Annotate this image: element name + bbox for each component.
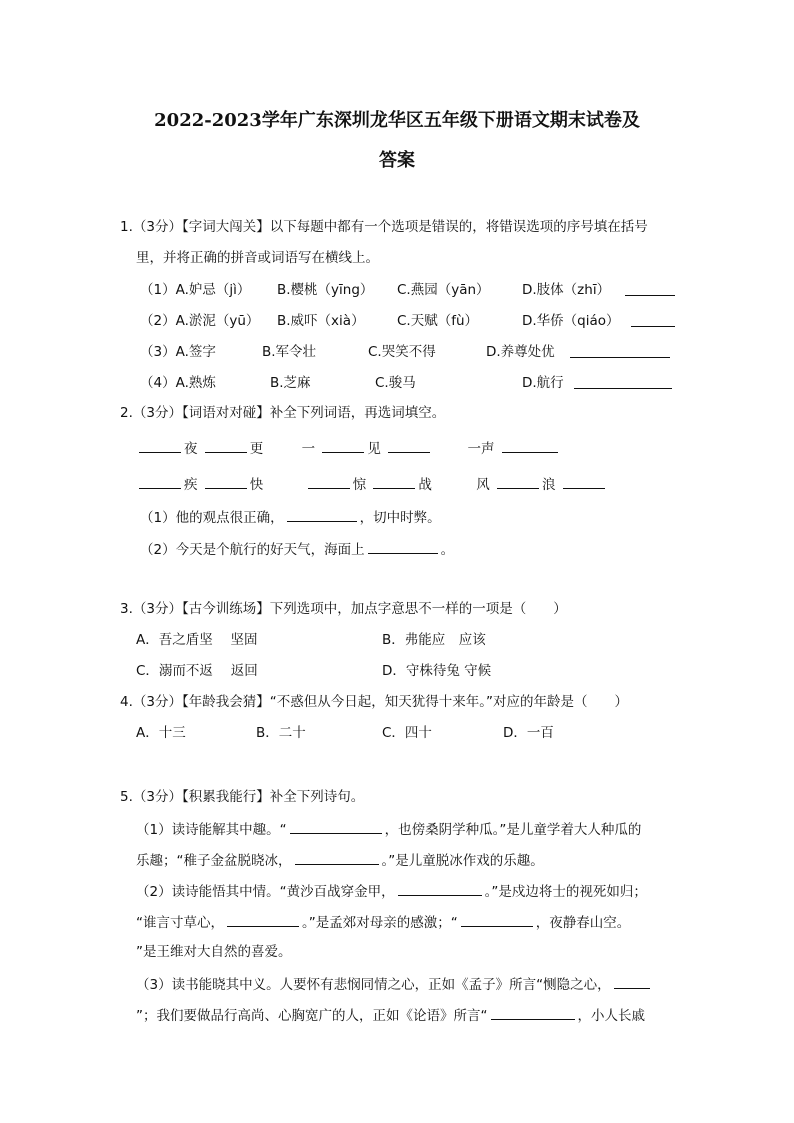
text: （2）读诗能悟其中情。“黄沙百战穿金甲， bbox=[136, 884, 395, 900]
blank[interactable] bbox=[563, 474, 605, 489]
blank[interactable] bbox=[398, 881, 482, 896]
blank[interactable] bbox=[205, 474, 247, 489]
text: 。 bbox=[440, 542, 455, 558]
q4-heading: 4.（3分）【年龄我会猜】“不惑但从今日起，知天犹得十来年。”对应的年龄是（ ） bbox=[120, 694, 628, 710]
blank[interactable] bbox=[308, 474, 350, 489]
blank[interactable] bbox=[388, 438, 430, 453]
q5-line bbox=[136, 912, 630, 932]
q2-words-row2 bbox=[136, 474, 608, 494]
word: 更 bbox=[249, 441, 264, 457]
text: “谁言寸草心， bbox=[136, 915, 224, 931]
option: （2）A.淤泥（yū） bbox=[140, 313, 260, 329]
blank[interactable] bbox=[139, 474, 181, 489]
blank[interactable] bbox=[290, 819, 382, 834]
option: （3）A.签字 bbox=[140, 344, 216, 360]
option: B.威吓（xià） bbox=[277, 313, 365, 329]
q2-sentence-2 bbox=[140, 539, 454, 559]
text: 乐趣；“稚子金盆脱晓冰， bbox=[136, 853, 292, 869]
blank[interactable] bbox=[373, 474, 415, 489]
blank[interactable] bbox=[287, 507, 357, 522]
word: 一 bbox=[301, 441, 316, 457]
text: ，小人长戚 bbox=[577, 1008, 645, 1024]
blank[interactable] bbox=[502, 438, 558, 453]
option: （1）A.妒忌（jì） bbox=[140, 282, 251, 298]
option: B.芝麻 bbox=[270, 375, 311, 391]
q5-line: ”是王维对大自然的喜爱。 bbox=[136, 944, 292, 960]
option: B．弗能应 应该 bbox=[382, 632, 486, 648]
blank[interactable] bbox=[295, 850, 379, 865]
text: （2）今天是个航行的好天气，海面上 bbox=[140, 542, 365, 558]
q3-heading: 3.（3分）【古今训练场】下列选项中，加点字意思不一样的一项是（ ） bbox=[120, 601, 567, 617]
q5-line bbox=[136, 850, 544, 870]
word: 惊 bbox=[352, 477, 367, 493]
word: 见 bbox=[367, 441, 381, 457]
option: （4）A.熟炼 bbox=[140, 375, 216, 391]
option: C.燕园（yān） bbox=[397, 282, 490, 298]
option: D．一百 bbox=[503, 725, 554, 741]
word: 快 bbox=[249, 477, 264, 493]
option: C.骏马 bbox=[375, 375, 416, 391]
option: A．十三 bbox=[136, 725, 186, 741]
q5-line bbox=[136, 974, 653, 994]
option: D.华侨（qiáo） bbox=[522, 313, 620, 329]
answer-blank[interactable] bbox=[567, 343, 673, 363]
blank[interactable] bbox=[491, 1005, 575, 1020]
option: B.樱桃（yīng） bbox=[277, 282, 374, 298]
q1-heading-2: 里，并将正确的拼音或词语写在横线上。 bbox=[136, 250, 379, 266]
option: D.航行 bbox=[522, 375, 564, 391]
option: B．二十 bbox=[256, 725, 306, 741]
text: 。”是戍边将士的视死如归； bbox=[484, 884, 647, 900]
answer-blank[interactable] bbox=[571, 374, 675, 394]
text: 。”是儿童脱冰作戏的乐趣。 bbox=[381, 853, 544, 869]
option: C．四十 bbox=[382, 725, 432, 741]
q5-line bbox=[136, 819, 641, 839]
text: 。”是孟郊对母亲的感激；“ bbox=[302, 915, 458, 931]
word: 浪 bbox=[541, 477, 556, 493]
option: B.军令壮 bbox=[262, 344, 317, 360]
doc-title: 2022-2023学年广东深圳龙华区五年级下册语文期末试卷及 bbox=[154, 110, 640, 131]
text: ，也傍桑阴学种瓜。”是儿童学着大人种瓜的 bbox=[384, 822, 642, 838]
text: （1）读诗能解其中趣。“ bbox=[136, 822, 287, 838]
option: D．守株待兔 守候 bbox=[382, 663, 492, 679]
q5-heading: 5.（3分）【积累我能行】补全下列诗句。 bbox=[120, 789, 365, 805]
answer-blank[interactable] bbox=[628, 312, 678, 332]
word: 战 bbox=[418, 477, 432, 493]
word: 夜 bbox=[184, 441, 198, 457]
blank[interactable] bbox=[368, 539, 438, 554]
q5-line bbox=[136, 1005, 645, 1025]
word: 一声 bbox=[467, 441, 495, 457]
text: ，夜静春山空。 bbox=[535, 915, 631, 931]
blank[interactable] bbox=[461, 912, 533, 927]
option: D.肢体（zhī） bbox=[522, 282, 611, 298]
q2-heading: 2.（3分）【词语对对碰】补全下列词语，再选词填空。 bbox=[120, 405, 446, 421]
text: ，切中时弊。 bbox=[359, 510, 441, 526]
answer-blank[interactable] bbox=[622, 281, 678, 301]
word: 风 bbox=[476, 477, 490, 493]
text: （3）读书能晓其中义。人要怀有悲悯同情之心，正如《孟子》所言“恻隐之心， bbox=[136, 977, 611, 993]
text: （1）他的观点很正确， bbox=[140, 510, 284, 526]
word: 疾 bbox=[184, 477, 198, 493]
option: A．吾之盾坚 坚固 bbox=[136, 632, 258, 648]
text: ”；我们要做品行高尚、心胸宽广的人，正如《论语》所言“ bbox=[136, 1008, 488, 1024]
q2-sentence-1 bbox=[140, 507, 441, 527]
blank[interactable] bbox=[139, 438, 181, 453]
q5-line bbox=[136, 881, 647, 901]
blank[interactable] bbox=[614, 974, 650, 989]
blank[interactable] bbox=[227, 912, 299, 927]
option: C.哭笑不得 bbox=[368, 344, 436, 360]
blank[interactable] bbox=[497, 474, 539, 489]
q1-heading: 1.（3分）【字词大闯关】以下每题中都有一个选项是错误的，将错误选项的序号填在括号 bbox=[120, 219, 648, 235]
doc-title-2: 答案 bbox=[379, 150, 415, 171]
option: D.养尊处优 bbox=[486, 344, 555, 360]
blank[interactable] bbox=[205, 438, 247, 453]
option: C.天赋（fù） bbox=[397, 313, 479, 329]
option: C．溺而不返 返回 bbox=[136, 663, 258, 679]
q2-words-row1 bbox=[136, 438, 561, 458]
blank[interactable] bbox=[322, 438, 364, 453]
